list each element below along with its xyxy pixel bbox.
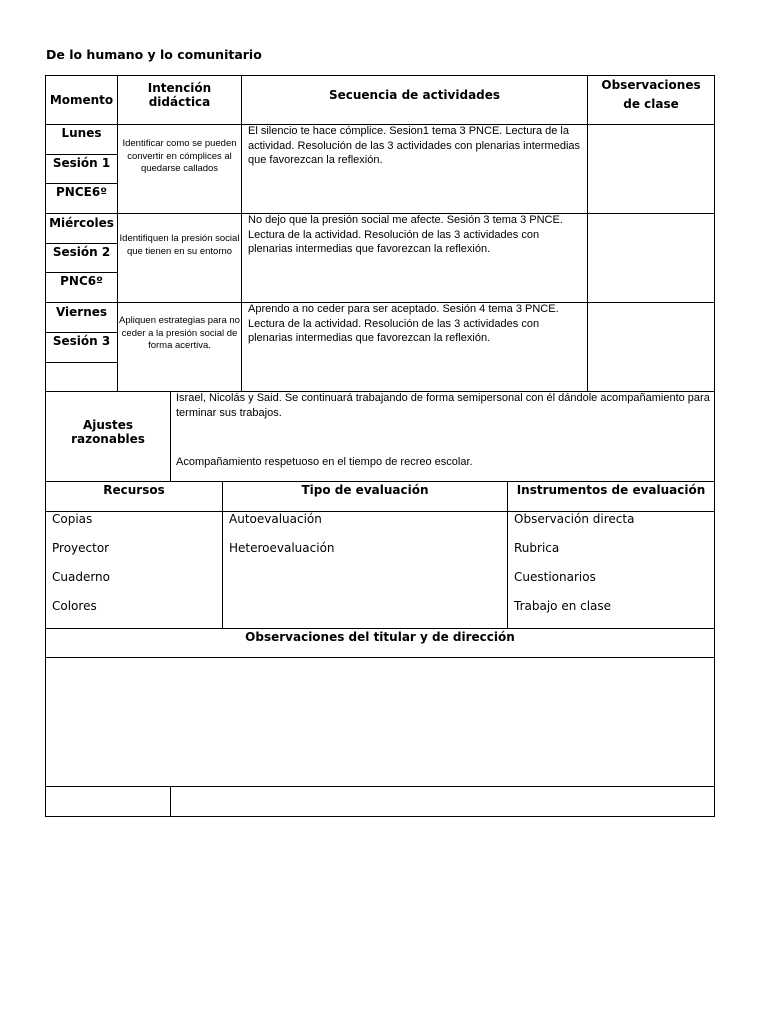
session-label: Sesión 3 bbox=[52, 334, 111, 348]
instrument-item: Trabajo en clase bbox=[514, 599, 612, 613]
cell-divider bbox=[45, 272, 117, 273]
cell-divider bbox=[45, 243, 117, 244]
day-label: Miércoles bbox=[49, 216, 114, 230]
evaluation-type-item: Autoevaluación bbox=[229, 512, 322, 526]
evaluation-type-item: Heteroevaluación bbox=[229, 541, 335, 555]
session-label: Sesión 1 bbox=[52, 156, 111, 170]
ajustes-label: Ajustes razonables bbox=[71, 417, 145, 446]
day-label: Viernes bbox=[55, 305, 108, 319]
header-tipo: Tipo de evaluación bbox=[301, 483, 429, 497]
col-divider bbox=[507, 481, 508, 628]
day-label: Lunes bbox=[61, 126, 102, 140]
intention-text: Apliquen estrategias para no ceder a la presión social de forma acertiva. bbox=[119, 315, 240, 351]
program-label: PNC6º bbox=[60, 274, 103, 288]
intention-text: Identificar como se pueden convertir en cómplices al quedarse callados bbox=[122, 138, 237, 174]
header-momento: Momento bbox=[49, 93, 114, 107]
row-divider bbox=[45, 786, 715, 787]
sequence-text: No dejo que la presión social me afecte. Sesión 3 tema 3 PNCE. Lectura de la actividad. Resolución de las 3 actividades con plenarias intermedias que favorezcan la reflexión. bbox=[248, 214, 563, 255]
session-label: Sesión 2 bbox=[52, 245, 111, 259]
cell-divider bbox=[45, 183, 117, 184]
resource-item: Copias bbox=[52, 512, 93, 526]
header-secuencia: Secuencia de actividades bbox=[328, 88, 501, 102]
cell-divider bbox=[45, 362, 117, 363]
resource-item: Colores bbox=[52, 599, 97, 613]
document-title: De lo humano y lo comunitario bbox=[46, 47, 262, 62]
header-instrumentos: Instrumentos de evaluación bbox=[516, 483, 706, 497]
sequence-text: El silencio te hace cómplice. Sesion1 tema 3 PNCE. Lectura de la actividad. Resolución de las 3 actividades con plenarias intermedias que favorezcan la reflexión. bbox=[248, 125, 581, 166]
col-divider bbox=[170, 391, 171, 482]
ajustes-text: Acompañamiento respetuoso en el tiempo de recreo escolar. bbox=[176, 456, 473, 468]
col-divider bbox=[222, 481, 223, 628]
col-divider bbox=[170, 786, 171, 817]
resource-item: Proyector bbox=[52, 541, 110, 555]
header-intencion: Intención didáctica bbox=[147, 81, 212, 109]
header-observaciones-titular: Observaciones del titular y de dirección bbox=[245, 630, 515, 644]
instrument-item: Rubrica bbox=[514, 541, 560, 555]
resources-table bbox=[45, 481, 715, 817]
instrument-item: Observación directa bbox=[514, 512, 635, 526]
col-divider bbox=[241, 75, 242, 392]
header-recursos: Recursos bbox=[103, 483, 165, 497]
row-divider bbox=[45, 657, 715, 658]
sequence-text: Aprendo a no ceder para ser aceptado. Sesión 4 tema 3 PNCE. Lectura de la actividad. Resolución de las 3 actividades con plenarias intermedias que favorezcan la reflexión. bbox=[248, 303, 559, 344]
resource-item: Cuaderno bbox=[52, 570, 111, 584]
program-label: PNCE6º bbox=[56, 185, 107, 199]
intention-text: Identifiquen la presión social que tienen en su entorno bbox=[119, 233, 240, 257]
instrument-item: Cuestionarios bbox=[514, 570, 596, 584]
cell-divider bbox=[45, 332, 117, 333]
col-divider bbox=[587, 75, 588, 392]
header-observaciones: Observaciones de clase bbox=[601, 78, 701, 111]
cell-divider bbox=[45, 154, 117, 155]
ajustes-text: Israel, Nicolás y Said. Se continuará trabajando de forma semipersonal con él dándole acompañamiento para terminar sus trabajos. bbox=[176, 392, 710, 419]
